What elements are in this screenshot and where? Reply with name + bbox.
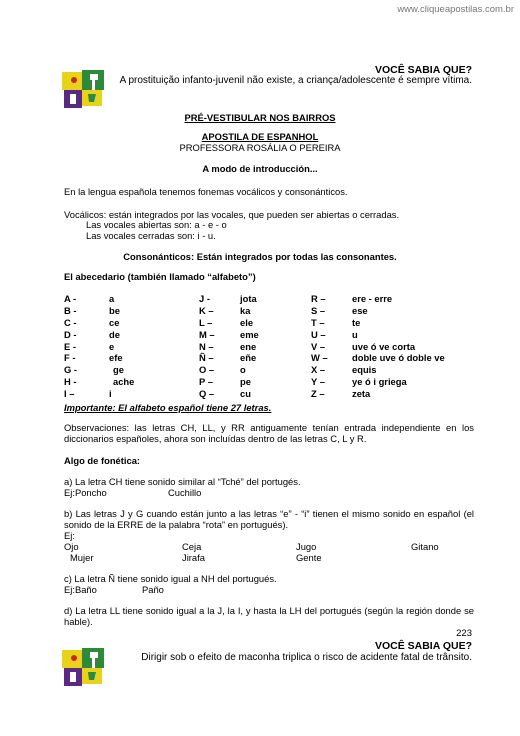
alphabet-name: ene (240, 340, 257, 352)
word-example: Jirafa (182, 552, 205, 563)
alphabet-letter: L – (199, 316, 213, 328)
alphabet-name: ye ó i griega (352, 376, 407, 388)
project-logo (60, 644, 106, 690)
alphabet-letter: G - (64, 364, 78, 376)
alphabet-letter: R – (311, 293, 326, 304)
alphabet-name: eñe (240, 352, 257, 364)
alphabet-name: a (109, 293, 115, 304)
site-url[interactable]: www.cliqueapostilas.com.br (397, 4, 514, 15)
fonetica-b: b) Las letras J y G cuando están junto a las letras “e” - “i” tienen el mismo sonido en español (el sonido de la ERRE de la palabra “rota” en portugués). (64, 508, 474, 531)
alphabet-row (64, 388, 464, 400)
alphabet-name: ache (113, 376, 135, 388)
intro-paragraph: En la lengua española tenemos fonemas vocálicos y consonánticos. (64, 186, 348, 197)
fonetica-a-example-2: Cuchillo (168, 487, 202, 498)
logo-graphic (60, 66, 106, 112)
alphabet-row (64, 317, 464, 329)
alphabet-name: ere - erre (352, 293, 393, 304)
alphabet-name: ele (240, 316, 254, 328)
observaciones-paragraph: Observaciones: las letras CH, LL, y RR antiguamente tenían entrada independiente en los diccionarios españoles, ahora son incluídas dentro de las letras C, L y R. (64, 422, 474, 445)
alphabet-name: u (352, 328, 358, 340)
alphabet-name: pe (240, 376, 251, 388)
alphabet-letter: V – (311, 340, 326, 352)
page-number: 223 (456, 628, 472, 639)
top-sabia-title: VOCÊ SABIA QUE? (374, 64, 472, 76)
alphabet-name: cu (240, 388, 251, 400)
fonetica-c-example: Ej:Baño (64, 584, 97, 595)
alphabet-name: ge (113, 364, 124, 376)
alphabet-letter: M – (199, 328, 215, 340)
word-example: Gitano (411, 541, 439, 552)
alphabet-table (64, 293, 464, 400)
alphabet-row (64, 341, 464, 353)
alphabet-name: ce (109, 316, 120, 328)
alphabet-name: ka (240, 304, 251, 316)
fonetica-c: c) La letra Ñ tiene sonido igual a NH del portugués. (64, 573, 277, 584)
alphabet-row (64, 329, 464, 341)
word-example: Ojo (64, 541, 79, 552)
fonetica-heading: Algo de fonética: (64, 455, 141, 466)
importante-note: Importante: El alfabeto español tiene 27 letras. (64, 402, 272, 413)
alphabet-name: te (352, 316, 361, 328)
vocales-cerradas: Las vocales cerradas son: i - u. (86, 230, 216, 241)
word-example: Jugo (296, 541, 317, 552)
fonetica-a: a) La letra CH tiene sonido similar al “Tché” del portugés. (64, 476, 301, 487)
alphabet-name: doble uve ó doble ve (352, 352, 445, 364)
alphabet-letter: W – (311, 352, 328, 364)
alphabet-letter: P – (199, 376, 213, 388)
course-title: PRÉ-VESTIBULAR NOS BAIRROS (184, 112, 336, 123)
teacher-name: PROFESSORA ROSÁLIA O PEREIRA (179, 142, 341, 153)
alphabet-name: de (109, 328, 120, 340)
alphabet-name: e (109, 340, 115, 352)
alphabet-letter: Q – (199, 388, 215, 400)
alphabet-letter: H - (64, 376, 77, 388)
alphabet-letter: S – (311, 304, 326, 316)
alphabet-letter: J - (199, 293, 210, 304)
alphabet-letter: U – (311, 328, 326, 340)
alphabet-letter: Y – (311, 376, 325, 388)
alphabet-letter: Z – (311, 388, 325, 400)
alphabet-name: i (109, 388, 112, 400)
footer-sabia-text: Dirigir sob o efeito de maconha triplica o risco de acidente fatal de trânsito. (141, 652, 472, 663)
word-example: Ceja (182, 541, 202, 552)
alphabet-name: jota (240, 293, 257, 304)
alphabet-name: equis (352, 364, 377, 376)
fonetica-b-example-label: Ej: (64, 530, 75, 541)
alphabet-letter: A - (64, 293, 77, 304)
vocales-abiertas: Las vocales abiertas son: a - e - o (86, 219, 227, 230)
vocalicos-line: Vocálicos: están integrados por las vocales, que pueden ser abiertas o cerradas. (64, 209, 400, 220)
alphabet-letter: C - (64, 316, 77, 328)
fonetica-d: d) La letra LL tiene sonido igual a la J, la I, y hasta la LH del portugués (según la región donde se hable). (64, 605, 474, 628)
alphabet-name: uve ó ve corta (352, 340, 416, 352)
consonanticos-line: Consonánticos: Están integrados por todas las consonantes. (123, 251, 397, 262)
alphabet-name: be (109, 304, 120, 316)
alphabet-row (64, 293, 464, 305)
alphabet-letter: K – (199, 304, 214, 316)
alphabet-name: ese (352, 304, 368, 316)
word-example: Gente (296, 552, 322, 563)
handout-title: APOSTILA DE ESPANHOL (201, 131, 319, 142)
alphabet-row (64, 364, 464, 376)
project-logo (60, 66, 106, 112)
alphabet-letter: I – (64, 388, 75, 400)
word-example: Mujer (70, 552, 94, 563)
alphabet-row (64, 376, 464, 388)
intro-heading: A modo de introducción... (202, 163, 318, 174)
alphabet-letter: O – (199, 364, 215, 376)
footer-sabia-title: VOCÊ SABIA QUE? (374, 640, 472, 652)
logo-graphic (60, 644, 106, 690)
alphabet-letter: X – (311, 364, 326, 376)
alphabet-row (64, 352, 464, 364)
fonetica-c-example-2: Paño (142, 584, 164, 595)
alphabet-letter: B - (64, 304, 77, 316)
alphabet-name: efe (109, 352, 123, 364)
alphabet-letter: E - (64, 340, 76, 352)
fonetica-a-example: Ej:Poncho (64, 487, 107, 498)
abecedario-heading: El abecedario (también llamado “alfabeto”) (64, 271, 256, 282)
alphabet-letter: D - (64, 328, 77, 340)
alphabet-name: zeta (352, 388, 371, 400)
alphabet-letter: F - (64, 352, 76, 364)
alphabet-name: o (240, 364, 246, 376)
alphabet-letter: N – (199, 340, 214, 352)
alphabet-letter: T – (311, 316, 325, 328)
alphabet-row (64, 305, 464, 317)
alphabet-name: eme (240, 328, 259, 340)
alphabet-letter: Ñ – (199, 352, 214, 364)
top-sabia-text: A prostituição infanto-juvenil não existe, a criança/adolescente é sempre vítima. (119, 75, 472, 86)
